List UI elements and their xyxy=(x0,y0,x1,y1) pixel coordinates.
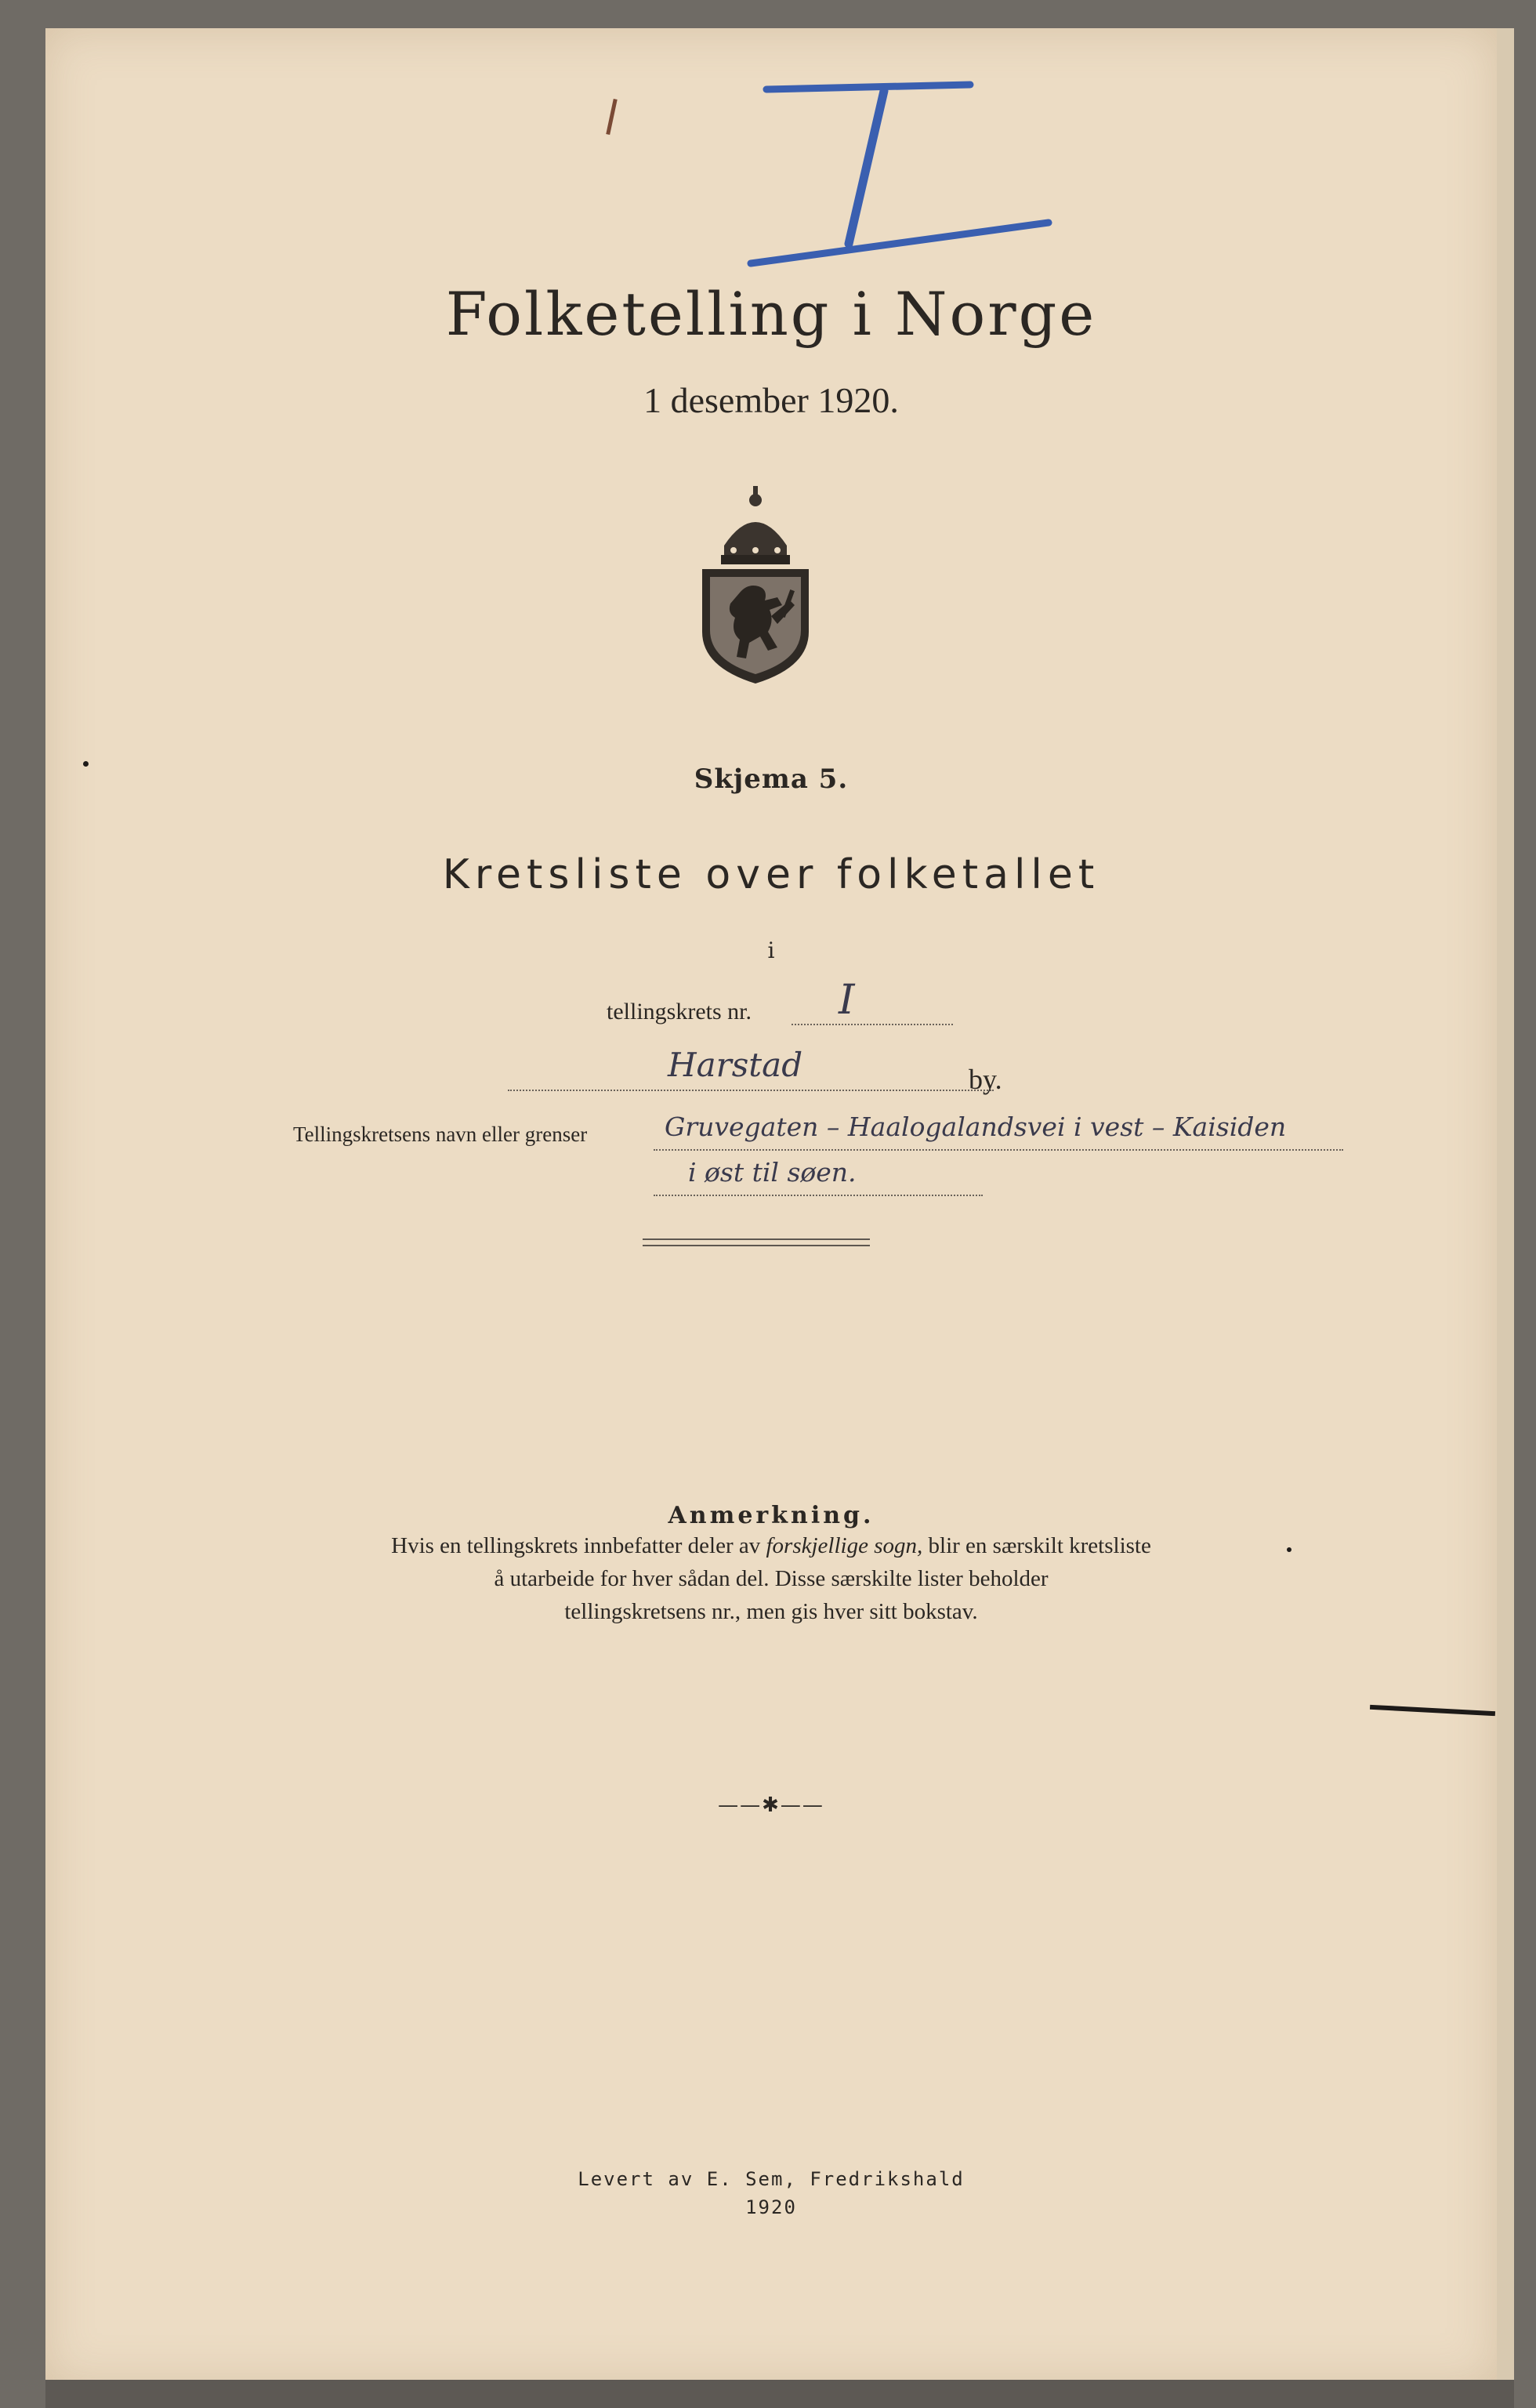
margin-mark xyxy=(1370,1705,1495,1716)
census-form-page xyxy=(45,28,1497,2384)
printer-year: 1920 xyxy=(745,2196,797,2218)
note-line-2: å utarbeide for hver sådan del. Disse særskilte lister beholder xyxy=(494,1566,1049,1591)
note-line-3: tellingskretsens nr., men gis hver sitt bokstav. xyxy=(564,1599,978,1624)
boundaries-value-line2: i øst til søen. xyxy=(688,1157,857,1188)
double-rule-top xyxy=(643,1238,870,1240)
page-title: Folketelling i Norge xyxy=(445,279,1097,349)
ornament-divider: ——✱—— xyxy=(718,1793,824,1817)
district-underline xyxy=(792,1024,953,1025)
double-rule-bottom xyxy=(643,1245,870,1246)
town-value: Harstad xyxy=(668,1046,803,1084)
schema-number: Skjema 5. xyxy=(694,763,849,795)
blue-pencil-mark xyxy=(735,67,1064,279)
town-suffix: by. xyxy=(969,1064,1002,1095)
page-edge-bottom xyxy=(45,2380,1514,2408)
boundaries-underline xyxy=(654,1149,1343,1151)
census-date: 1 desember 1920. xyxy=(643,380,899,420)
printer-credit: Levert av E. Sem, Fredrikshald xyxy=(578,2168,965,2190)
norwegian-coat-of-arms-icon xyxy=(693,483,818,687)
note-line-1-end: blir en særskilt kretsliste xyxy=(922,1533,1151,1558)
district-number-value: I xyxy=(839,977,855,1024)
preposition-text: i xyxy=(767,937,775,963)
note-line-1 xyxy=(45,1533,1497,1559)
boundaries-value-line1: Gruvegaten – Haalogalandsvei i vest – Kaisiden xyxy=(665,1112,1287,1142)
town-underline xyxy=(508,1090,994,1091)
margin-dot xyxy=(83,761,89,767)
note-title: Anmerkning. xyxy=(668,1502,875,1529)
note-line-1-emphasis: forskjellige sogn, xyxy=(766,1533,923,1558)
district-label: tellingskrets nr. xyxy=(607,999,752,1024)
boundaries-label: Tellingskretsens navn eller grenser xyxy=(293,1122,588,1146)
page-edge-right xyxy=(1497,28,1514,2384)
boundaries-underline-2 xyxy=(654,1195,983,1196)
margin-dot-2 xyxy=(1287,1547,1291,1552)
pencil-mark xyxy=(606,99,617,135)
form-heading: Kretsliste over folketallet xyxy=(442,851,1100,898)
note-line-1-start: Hvis en tellingskrets innbefatter deler av xyxy=(391,1533,766,1558)
